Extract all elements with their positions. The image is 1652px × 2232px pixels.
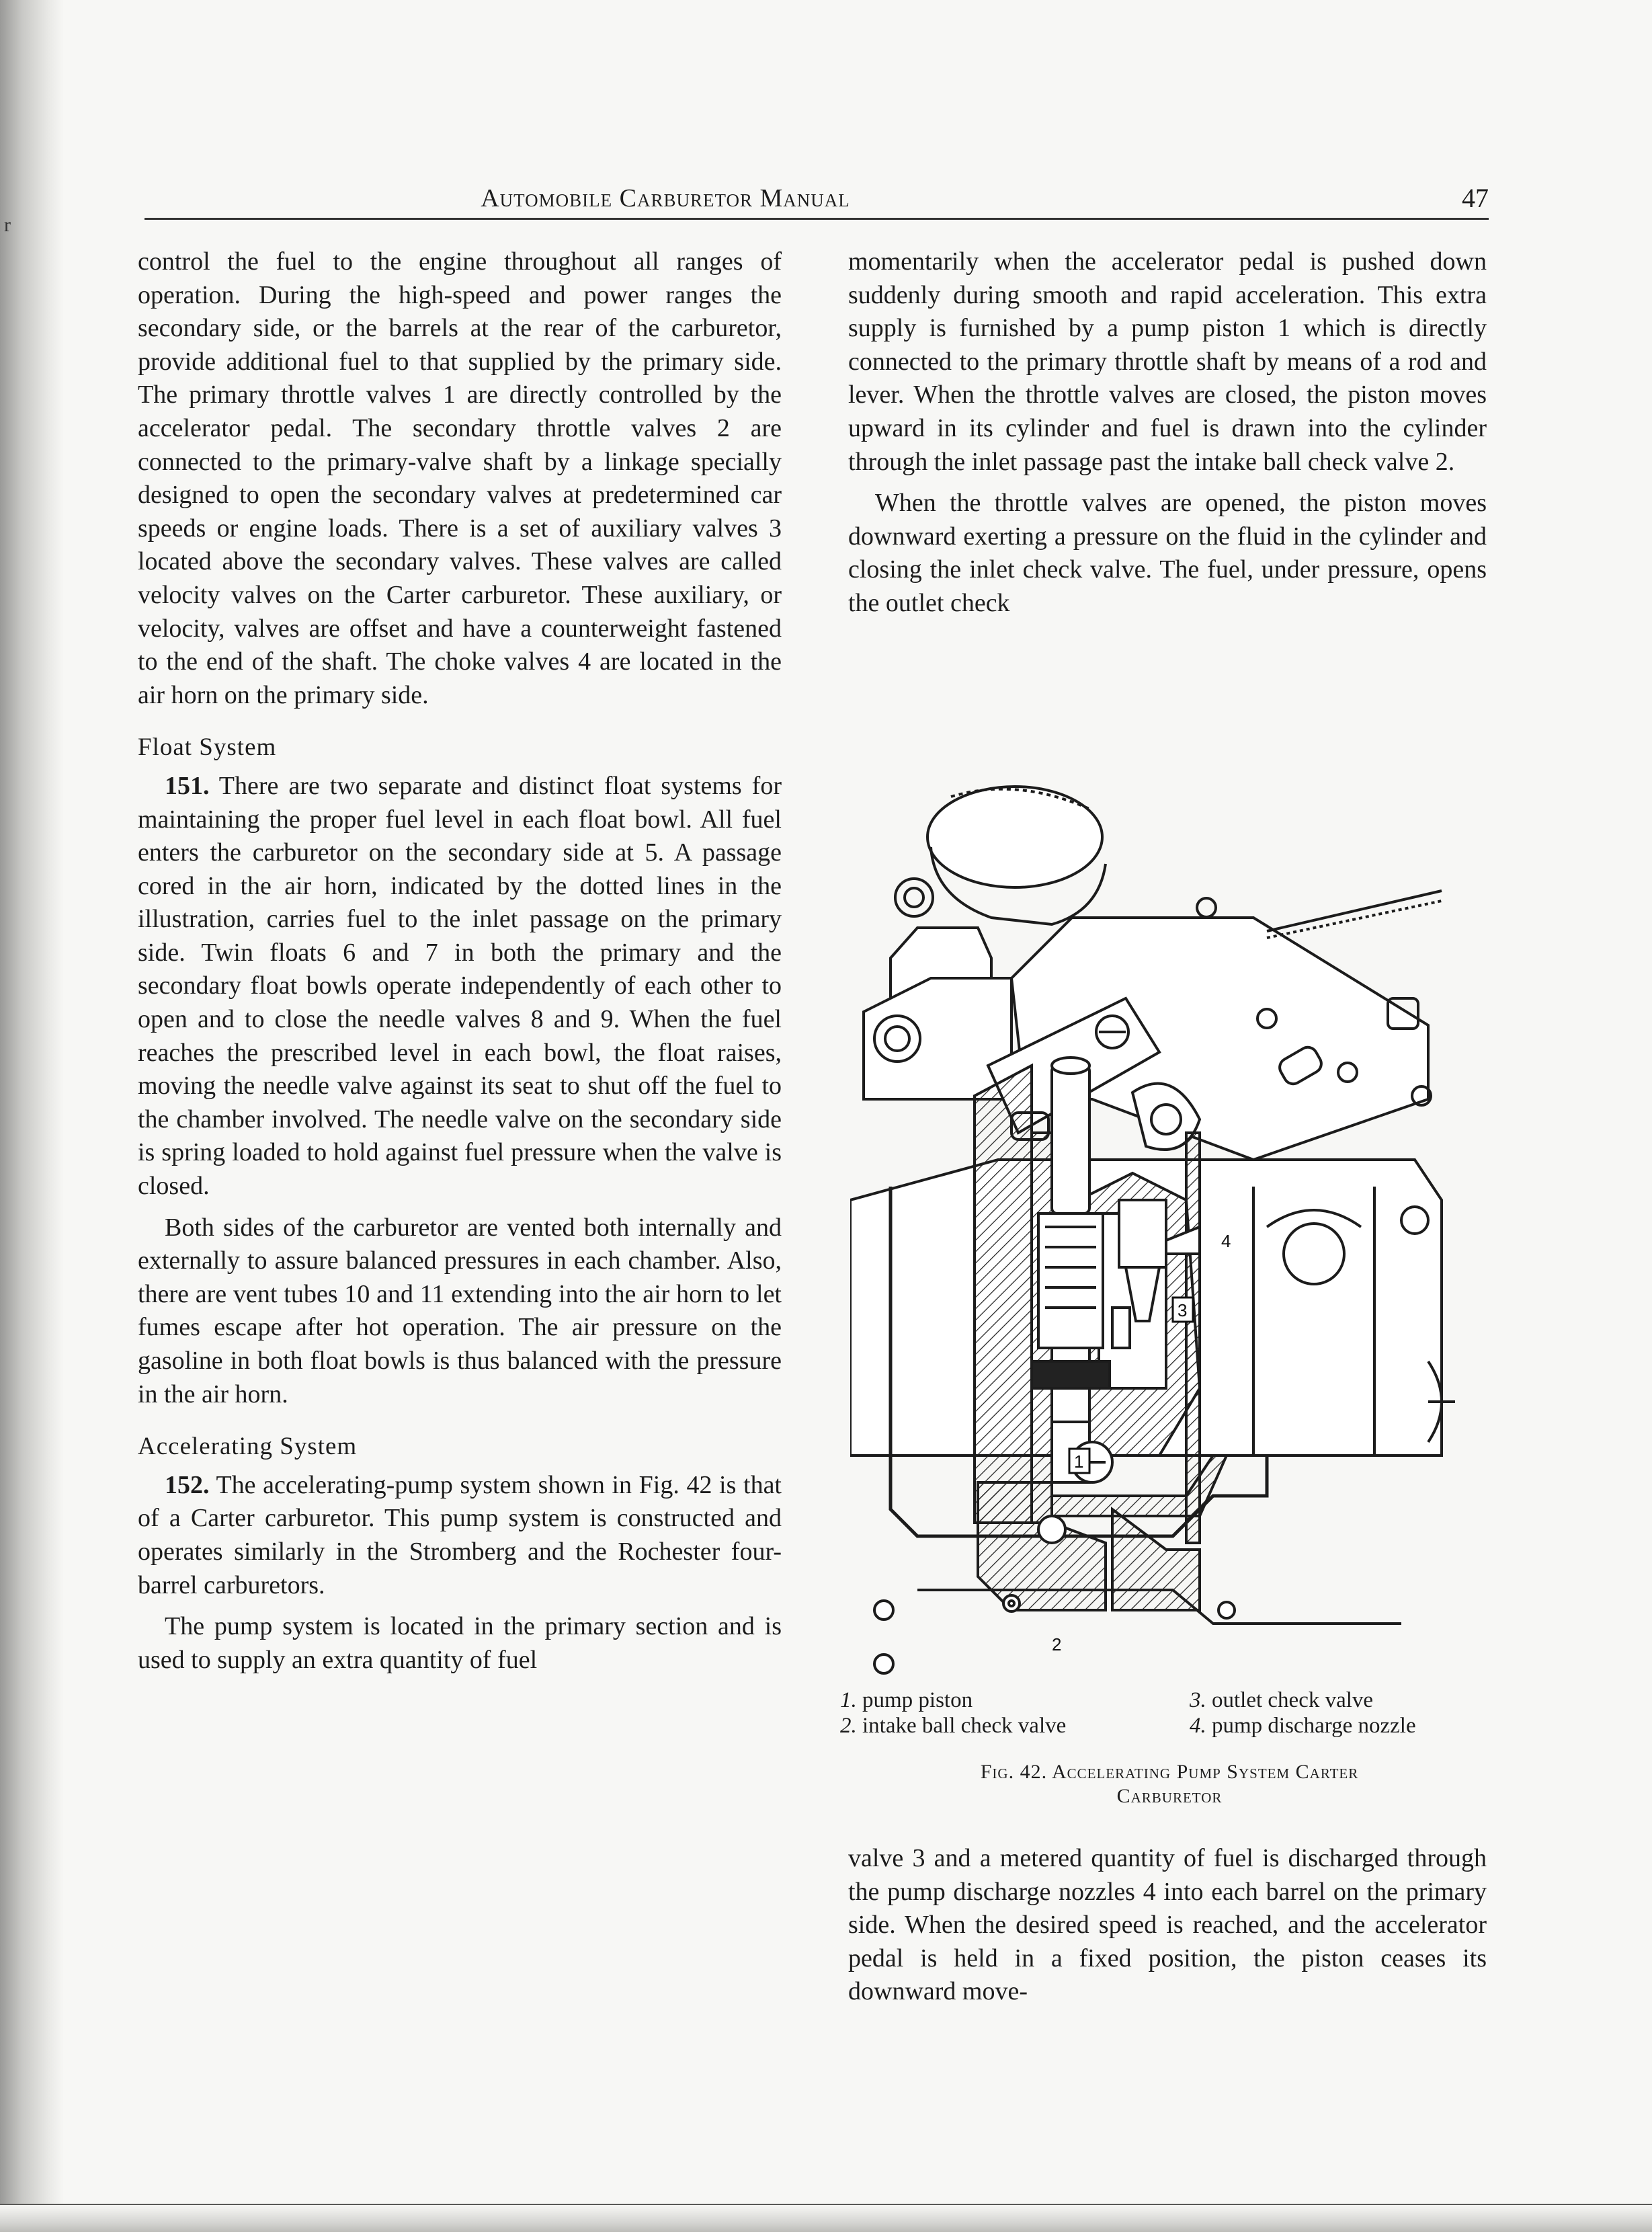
right-column-bottom [848,1842,1487,2009]
legend-row [840,1713,1499,1739]
right-column-top [848,245,1487,621]
paragraph-throttle-open: When the throttle valves are opened, the piston moves downward exerting a pressure on the fluid in the cylinder and closing the inlet check valve. The fuel, under pressure, opens the outlet check [848,489,1487,617]
page-bottom-edge [0,2205,1652,2232]
paragraph-valve-3: valve 3 and a metered quantity of fuel is discharged through the pump discharge nozzles 4 into each barrel on the primary side. When the desired speed is reached, and the accelerator pedal is held in a fixed position, the piston ceases its downward move- [848,1844,1487,2006]
heading-float-system: Float System [138,733,277,762]
binding-shadow [0,0,64,2232]
paragraph-152-text: The accelerating-pump system shown in Fig. 42 is that of a Carter carburetor. This pump system is constructed and operates similarly in the Stromberg and the Rochester four-barrel carburetors. [138,1470,782,1599]
paragraph-pump: The pump system is located in the primary section and is used to supply an extra quantity of fuel [138,1612,782,1674]
legend-item-1: 1. pump piston [840,1688,973,1712]
running-header [144,178,1489,218]
figure-caption [840,1760,1499,1808]
page-number: 47 [1462,183,1489,213]
legend-row [840,1687,1499,1713]
caption-line-2: Carburetor [1116,1785,1223,1807]
callout-3: 3 [1178,1300,1188,1320]
callout-2: 2 [1052,1634,1062,1655]
legend-item-3: 3. outlet check valve [1190,1688,1374,1712]
header-rule [144,218,1489,220]
figure-carburetor-cutaway [850,783,1455,1677]
legend-item-2: 2. intake ball check valve [840,1714,1067,1738]
heading-accelerating-system: Accelerating System [138,1433,358,1461]
paragraph-vent: Both sides of the carburetor are vented both internally and externally to assure balanced pressures in each chamber. Also, there are vent tubes 10 and 11 extending into the air horn to let fumes escape after hot operation. The air pressure on the gasoline in both float bowls is thus balanced with the pressure in the air horn. [138,1213,782,1408]
section-number-152: 152. [165,1470,210,1499]
running-title: Automobile Carburetor Manual [481,184,850,212]
carburetor-illustration [850,783,1455,1677]
paragraph-151-text: There are two separate and distinct float systems for maintaining the proper fuel level in each float bowl. All fuel enters the carburetor on the secondary side at 5. A passage cored in the air horn, indicated by the dotted lines in the illustration, carries fuel to the inlet passage on the primary side. Twin floats 6 and 7 in both the primary and the secondary float bowls operate independently of each other to open and to close the needle valves 8 and 9. When the fuel reaches the prescribed level in each bowl, the float raises, moving the needle valve against its seat to shut off the fuel to the chamber involved. The needle valve on the secondary side is spring loaded to hold against fuel pressure when the valve is closed. [138,771,782,1201]
paragraph-momentarily: momentarily when the accelerator pedal is pushed down suddenly during smooth and rapid acceleration. This extra supply is furnished by a pump piston 1 which is directly connected to the primary throttle shaft by means of a rod and lever. When the throttle valves are closed, the piston moves upward in its cylinder and fuel is drawn into the cylinder through the inlet passage past the intake ball check valve 2. [848,247,1487,476]
paragraph-151 [138,770,782,1203]
legend-item-4: 4. pump discharge nozzle [1190,1714,1416,1738]
paragraph-152 [138,1469,782,1602]
figure-legend [840,1687,1499,1739]
callout-1: 1 [1074,1451,1084,1472]
caption-line-1: Fig. 42. Accelerating Pump System Carter [980,1761,1359,1783]
callout-4: 4 [1221,1231,1231,1251]
edge-mark: r [4,214,11,236]
section-number-151: 151. [165,771,210,800]
left-column [138,245,782,1677]
paragraph-intro: control the fuel to the engine throughout all ranges of operation. During the high-speed and power ranges the secondary side, or the barrels at the rear of the carburetor, provide additional fuel to that supplied by the primary side. The primary throttle valves 1 are directly controlled by the accelerator pedal. The secondary throttle valves 2 are connected to the primary-valve shaft by a linkage specially designed to open the secondary valves at predetermined car speeds or engine loads. There is a set of auxiliary valves 3 located above the secondary valves. These valves are called velocity valves on the Carter carburetor. These auxiliary, or velocity, valves are offset and have a counterweight fastened to the end of the shaft. The choke valves 4 are located in the air horn on the primary side. [138,247,782,709]
